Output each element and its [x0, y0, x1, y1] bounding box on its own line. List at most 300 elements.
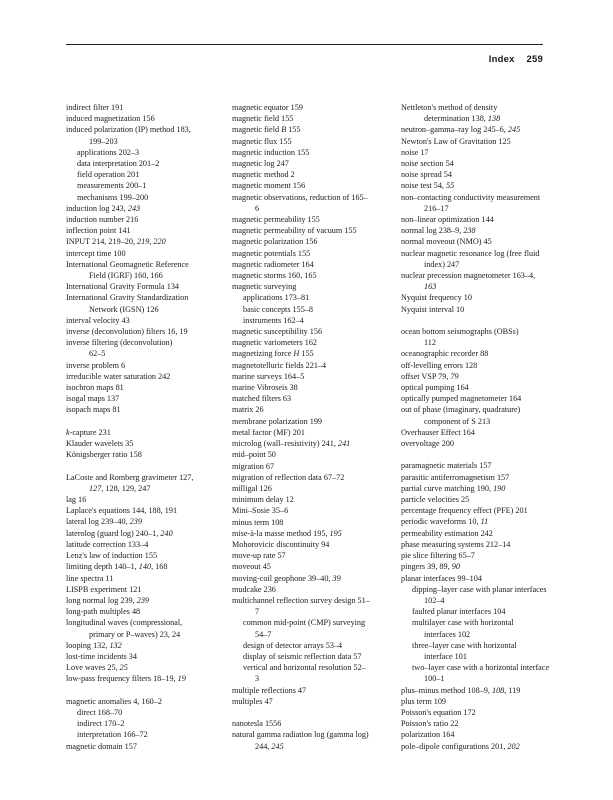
entry-text: dipping–layer case with planar interfaces: [412, 584, 547, 594]
index-entry: [401, 214, 551, 225]
entry-text: magnetotelluric fields 221–4: [232, 360, 327, 370]
index-entry: [66, 236, 229, 247]
entry-text: interfaces 102: [424, 629, 471, 639]
entry-italic-text: 202: [507, 741, 520, 751]
entry-text: isochron maps 81: [66, 383, 124, 393]
entry-text: INPUT 214, 219–20,: [66, 237, 138, 247]
entry-text: inverse problem 6: [66, 360, 126, 370]
index-entry: [66, 102, 229, 113]
entry-text: vertical and horizontal resolution 52–: [243, 663, 366, 673]
index-continuation: [66, 629, 229, 640]
entry-text: 6: [255, 203, 260, 213]
index-entry: [66, 606, 229, 617]
entry-text: International Gravity Formula 134: [66, 282, 180, 292]
entry-text: non–contacting conductivity measurement: [401, 192, 541, 202]
entry-text: long-path multiples 48: [66, 607, 141, 617]
entry-text: optically pumped magnetometer 164: [401, 394, 522, 404]
entry-text: magnetic moment 156: [232, 181, 306, 191]
index-subentry: [401, 606, 551, 617]
index-entry: [66, 662, 229, 673]
entry-text: periodic waveforms 10,: [401, 517, 481, 527]
entry-text: determination 138,: [424, 114, 488, 124]
index-entry: [401, 741, 551, 752]
entry-text: magnetic polarization 156: [232, 237, 318, 247]
index-entry: [232, 225, 401, 236]
index-entry: [232, 584, 401, 595]
index-entry: [66, 617, 229, 628]
index-entry: [401, 393, 551, 404]
entry-text: magnetic method 2: [232, 170, 295, 180]
index-entry: [401, 147, 551, 158]
index-entry: [401, 707, 551, 718]
index-continuation: [66, 270, 229, 281]
entry-italic-text: k: [66, 427, 70, 437]
index-entry: [232, 595, 401, 606]
entry-text: Nettleton's method of density: [401, 103, 498, 112]
entry-text: 102–4: [424, 595, 445, 605]
entry-text: primary or P–waves) 23, 24: [89, 629, 181, 639]
index-entry: [66, 741, 229, 752]
entry-italic-text: 239: [129, 517, 142, 527]
entry-text: polarization 164: [401, 730, 455, 740]
running-header: [489, 54, 543, 65]
entry-text: natural gamma radiation log (gamma log): [232, 730, 369, 740]
index-entry: [401, 516, 551, 527]
index-entry: [66, 584, 229, 595]
index-entry: [232, 505, 401, 516]
index-subentry: [66, 147, 229, 158]
index-continuation: [66, 136, 229, 147]
entry-text: plus term 109: [401, 696, 447, 706]
index-entry: [401, 505, 551, 516]
index-subentry: [232, 651, 401, 662]
index-entry: [401, 371, 551, 382]
entry-text: migration 67: [232, 461, 275, 471]
entry-text: multiples 47: [232, 696, 273, 706]
index-entry: [66, 539, 229, 550]
entry-text: LaCoste and Romberg gravimeter 127,: [66, 472, 194, 482]
index-entry: [401, 192, 551, 203]
entry-text: Mohorovicic discontinuity 94: [232, 539, 330, 549]
index-column-1: [66, 102, 229, 752]
index-entry: [66, 337, 229, 348]
entry-italic-text: H: [293, 349, 300, 359]
index-entry: [232, 382, 401, 393]
index-subentry: [232, 315, 401, 326]
index-subentry: [232, 617, 401, 628]
index-subentry: [232, 662, 401, 673]
index-entry: [401, 360, 551, 371]
entry-text: membrane polarization 199: [232, 416, 323, 426]
entry-italic-text: 238: [463, 226, 476, 236]
entry-text: 112: [424, 338, 436, 348]
index-continuation: [401, 259, 551, 270]
index-entry: [66, 427, 229, 438]
index-entry: [232, 494, 401, 505]
index-continuation: [401, 113, 551, 124]
entry-text: noise spread 54: [401, 170, 452, 180]
index-continuation: [401, 629, 551, 640]
entry-text: magnetic induction 155: [232, 147, 310, 157]
index-subentry: [401, 640, 551, 651]
index-subentry: [232, 304, 401, 315]
index-entry: [232, 371, 401, 382]
index-entry: [66, 203, 229, 214]
entry-text: plus–minus method 108–9,: [401, 685, 492, 695]
entry-text: latitude correction 133–4: [66, 539, 149, 549]
entry-text: induction number 216: [66, 215, 139, 225]
index-entry: [401, 539, 551, 550]
index-entry: [232, 696, 401, 707]
entry-text: noise test 54,: [401, 181, 447, 191]
entry-text: pole–dipole configurations 201,: [401, 741, 508, 751]
index-entry: [66, 550, 229, 561]
index-entry: [232, 147, 401, 158]
index-continuation: [401, 651, 551, 662]
entry-text: inverse (deconvolution) filters 16, 19: [66, 327, 188, 337]
index-entry: [66, 393, 229, 404]
entry-text: two–layer case with a horizontal interface: [412, 663, 550, 673]
index-entry: [401, 729, 551, 740]
entry-text: Poisson's ratio 22: [401, 719, 459, 729]
entry-text: field operation 201: [77, 170, 140, 180]
entry-text: partial curve matching 190,: [401, 483, 494, 493]
index-entry: [66, 573, 229, 584]
entry-text: minimum delay 12: [232, 495, 294, 505]
index-entry: [232, 528, 401, 539]
entry-text: magnetic log 247: [232, 159, 289, 169]
entry-text: lost-time incidents 34: [66, 651, 137, 661]
index-continuation: [66, 348, 229, 359]
index-entry: [232, 192, 401, 203]
index-entry: [66, 651, 229, 662]
entry-text: long normal log 239,: [66, 595, 137, 605]
entry-text: induced magnetization 156: [66, 114, 155, 124]
index-continuation: [232, 606, 401, 617]
entry-text: paramagnetic materials 157: [401, 461, 492, 471]
index-entry: [401, 460, 551, 471]
index-entry: [66, 259, 229, 270]
index-subentry: [232, 292, 401, 303]
entry-text: irreducible water saturation 242: [66, 371, 171, 381]
group-spacer: [66, 460, 229, 471]
entry-text: magnetic field: [232, 125, 282, 135]
index-entry: [401, 382, 551, 393]
index-entry: [232, 124, 401, 135]
entry-text: pingers 39, 89,: [401, 562, 452, 572]
entry-text: multiple reflections 47: [232, 685, 307, 695]
entry-text: Mini–Sosie 35–6: [232, 506, 289, 516]
index-entry: [232, 561, 401, 572]
entry-text: magnetic anomalies 4, 160–2: [66, 696, 162, 706]
index-entry: [66, 225, 229, 236]
index-entry: [401, 472, 551, 483]
entry-text: laterolog (guard log) 240–1,: [66, 528, 161, 538]
entry-text: magnetic observations, reduction of 165–: [232, 192, 368, 202]
entry-text: Overhauser Effect 164: [401, 427, 475, 437]
entry-italic-text: 245: [271, 741, 284, 751]
entry-text: marine Vibroseis 38: [232, 383, 298, 393]
entry-text: longitudinal waves (compressional,: [66, 618, 183, 628]
entry-trailing-text: , 168: [151, 562, 168, 572]
entry-italic-text: 19: [177, 674, 186, 684]
entry-text: limiting depth 140–1,: [66, 562, 139, 572]
entry-text: lateral log 239–40,: [66, 517, 130, 527]
entry-text: off-levelling errors 128: [401, 360, 478, 370]
group-spacer: [232, 707, 401, 718]
entry-text: inverse filtering (deconvolution): [66, 338, 173, 348]
index-entry: [232, 550, 401, 561]
entry-trailing-text: 155: [286, 125, 301, 135]
index-entry: [232, 102, 401, 113]
index-entry: [232, 718, 401, 729]
entry-text: non–linear optimization 144: [401, 215, 494, 225]
index-entry: [232, 259, 401, 270]
entry-text: Lenz's law of induction 155: [66, 551, 158, 561]
entry-trailing-text: 155: [299, 349, 314, 359]
index-entry: [401, 550, 551, 561]
index-entry: [401, 573, 551, 584]
index-continuation: [401, 281, 551, 292]
index-entry: [401, 169, 551, 180]
entry-italic-text: 39: [332, 573, 341, 583]
entry-text: indirect 170–2: [77, 719, 125, 729]
entry-text: 216–17: [424, 203, 449, 213]
index-entry: [232, 214, 401, 225]
entry-text: minus term 108: [232, 517, 284, 527]
entry-text: 7: [255, 607, 260, 617]
index-entry: [401, 270, 551, 281]
entry-text: mudcake 236: [232, 584, 276, 594]
index-entry: [401, 158, 551, 169]
index-entry: [232, 517, 401, 528]
index-entry: [66, 505, 229, 516]
entry-text: 199–203: [89, 136, 118, 146]
index-entry: [401, 326, 551, 337]
entry-text: design of detector arrays 53–4: [243, 640, 343, 650]
entry-text: magnetic permeability of vacuum 155: [232, 226, 357, 236]
entry-text: magnetic susceptibility 156: [232, 327, 323, 337]
index-entry: [66, 214, 229, 225]
entry-italic-text: 163: [424, 282, 437, 292]
entry-text: looping 132,: [66, 640, 110, 650]
index-entry: [232, 729, 401, 740]
entry-text: Newton's Law of Gravitation 125: [401, 136, 511, 146]
entry-text: move-up rate 57: [232, 551, 286, 561]
entry-text: 54–7: [255, 629, 272, 639]
index-entry: [401, 696, 551, 707]
index-entry: [232, 685, 401, 696]
entry-text: index) 247: [424, 259, 460, 269]
entry-text: interpretation 166–72: [77, 730, 148, 740]
entry-italic-text: 239: [136, 595, 150, 605]
index-subentry: [66, 192, 229, 203]
entry-text: Nyquist interval 10: [401, 304, 465, 314]
entry-text: noise 17: [401, 147, 429, 157]
entry-text: interval velocity 43: [66, 315, 130, 325]
entry-italic-text: 240: [160, 528, 173, 538]
index-continuation: [401, 673, 551, 684]
index-entry: [232, 180, 401, 191]
index-subentry: [401, 584, 551, 595]
index-continuation: [232, 203, 401, 214]
entry-text: intercept time 100: [66, 248, 126, 258]
entry-text: metal factor (MF) 201: [232, 427, 305, 437]
entry-text: nanotesla 1556: [232, 719, 282, 729]
index-entry: [401, 304, 551, 315]
entry-text: magnetic variometers 162: [232, 338, 318, 348]
index-entry: [66, 281, 229, 292]
entry-text: 62–5: [89, 349, 106, 359]
index-entry: [401, 494, 551, 505]
index-entry: [401, 561, 551, 572]
index-entry: [401, 427, 551, 438]
entry-italic-text: 245: [507, 125, 521, 135]
entry-italic-text: 219, 220: [137, 237, 166, 247]
index-entry: [232, 573, 401, 584]
index-subentry: [66, 180, 229, 191]
entry-text: milligal 126: [232, 483, 272, 493]
index-entry: [66, 248, 229, 259]
entry-italic-text: 243: [127, 203, 141, 213]
index-entry: [401, 236, 551, 247]
entry-text: oceanographic recorder 88: [401, 349, 489, 359]
entry-text: Poisson's equation 172: [401, 707, 476, 717]
entry-text: interface 101: [424, 651, 467, 661]
index-entry: [66, 595, 229, 606]
entry-trailing-text: , 128, 129, 247: [101, 483, 151, 493]
index-entry: [232, 360, 401, 371]
entry-text: common mid-point (CMP) surveying: [243, 618, 366, 628]
index-subentry: [66, 729, 229, 740]
index-column-2: [232, 102, 401, 752]
index-entry: [232, 393, 401, 404]
entry-text: magnetic surveying: [232, 282, 297, 292]
index-entry: [232, 158, 401, 169]
entry-trailing-text: -capture 231: [69, 427, 111, 437]
section-title: Index: [488, 54, 515, 65]
index-entry: [66, 404, 229, 415]
entry-text: noise section 54: [401, 159, 454, 169]
entry-text: normal log 238–9,: [401, 226, 464, 236]
header-rule: [66, 44, 543, 45]
entry-text: planar interfaces 99–104: [401, 573, 482, 583]
index-entry: [66, 113, 229, 124]
entry-text: neutron–gamma–ray log 245–6,: [401, 125, 508, 135]
index-entry: [66, 292, 229, 303]
index-entry: [232, 337, 401, 348]
index-entry: [232, 270, 401, 281]
index-entry: [401, 248, 551, 259]
entry-text: moving-coil geophone 39–40,: [232, 573, 333, 583]
index-entry: [66, 494, 229, 505]
entry-italic-text: 140: [138, 562, 152, 572]
entry-italic-text: 132: [109, 640, 122, 650]
index-entry: [66, 561, 229, 572]
group-spacer: [401, 315, 551, 326]
entry-italic-text: 108: [491, 685, 505, 695]
entry-text: Laplace's equations 144, 188, 191: [66, 506, 178, 516]
entry-text: permeability estimation 242: [401, 528, 493, 538]
entry-text: faulted planar interfaces 104: [412, 607, 506, 617]
entry-text: multichannel reflection survey design 51–: [232, 595, 370, 605]
index-continuation: [232, 741, 401, 752]
index-entry: [401, 483, 551, 494]
index-entry: [66, 696, 229, 707]
index-entry: [232, 472, 401, 483]
entry-text: applications 202–3: [77, 147, 140, 157]
entry-italic-text: 190: [493, 483, 506, 493]
index-subentry: [401, 662, 551, 673]
index-entry: [232, 483, 401, 494]
index-entry: [66, 516, 229, 527]
entry-text: Klauder wavelets 35: [66, 439, 134, 449]
entry-text: migration of reflection data 67–72: [232, 472, 345, 482]
entry-text: basic concepts 155–8: [243, 304, 314, 314]
entry-text: Field (IGRF) 160, 166: [89, 271, 163, 281]
entry-text: display of seismic reflection data 57: [243, 651, 362, 661]
entry-text: magnetic flux 155: [232, 136, 292, 146]
index-entry: [232, 169, 401, 180]
index-entry: [232, 136, 401, 147]
entry-text: LISPB experiment 121: [66, 584, 142, 594]
entry-text: magnetic permeability 155: [232, 215, 320, 225]
entry-text: International Geomagnetic Reference: [66, 259, 189, 269]
entry-italic-text: 55: [446, 181, 455, 191]
index-entry: [66, 124, 229, 135]
entry-text: applications 173–81: [243, 293, 310, 303]
entry-text: magnetic potentials 155: [232, 248, 311, 258]
entry-text: Love waves 25,: [66, 663, 120, 673]
index-subentry: [232, 640, 401, 651]
entry-italic-text: 11: [480, 517, 489, 527]
entry-text: indirect filter 191: [66, 103, 124, 112]
entry-text: component of S 213: [424, 416, 491, 426]
entry-text: matched filters 63: [232, 394, 292, 404]
entry-text: magnetic equator 159: [232, 103, 303, 112]
entry-text: isogal maps 137: [66, 394, 120, 404]
entry-italic-text: B: [281, 125, 287, 135]
index-entry: [401, 528, 551, 539]
entry-text: mechanisms 199–200: [77, 192, 149, 202]
index-entry: [232, 404, 401, 415]
entry-text: direct 168–70: [77, 707, 123, 717]
index-subentry: [401, 617, 551, 628]
index-continuation: [232, 629, 401, 640]
group-spacer: [66, 416, 229, 427]
index-continuation: [401, 595, 551, 606]
index-entry: [66, 326, 229, 337]
index-entry: [232, 113, 401, 124]
entry-text: mise-à-la masse method 195,: [232, 528, 330, 538]
entry-text: overvoltage 200: [401, 439, 454, 449]
index-continuation: [401, 203, 551, 214]
index-continuation: [66, 483, 229, 494]
index-entry: [401, 124, 551, 135]
index-entry: [66, 360, 229, 371]
entry-text: Nyquist frequency 10: [401, 293, 472, 303]
entry-text: pie slice filtering 65–7: [401, 551, 475, 561]
entry-text: matrix 26: [232, 405, 264, 415]
entry-text: magnetic radiometer 164: [232, 259, 314, 269]
entry-text: data interpretation 201–2: [77, 159, 160, 169]
index-entry: [66, 371, 229, 382]
page-number: 259: [526, 54, 543, 65]
entry-text: out of phase (imaginary, quadrature): [401, 405, 521, 415]
entry-text: 244,: [255, 741, 272, 751]
entry-text: 3: [255, 674, 260, 684]
entry-text: magnetic domain 157: [66, 741, 137, 751]
